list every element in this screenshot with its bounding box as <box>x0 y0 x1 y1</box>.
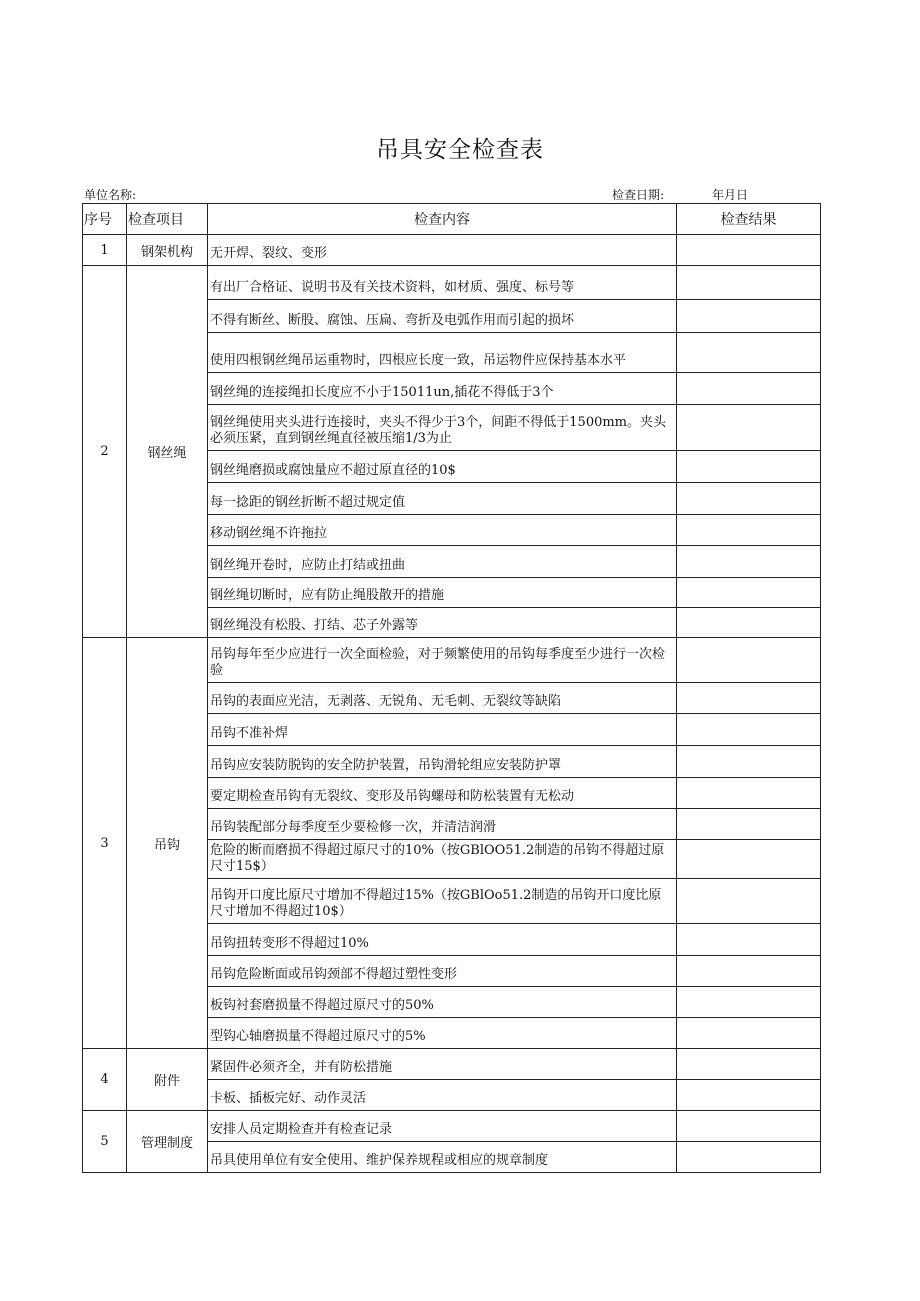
result-cell[interactable] <box>677 546 821 578</box>
group-name: 钢丝绳 <box>127 266 208 638</box>
header-no: 序号 <box>83 204 127 235</box>
result-cell[interactable] <box>677 266 821 300</box>
group-number: 1 <box>83 235 127 266</box>
result-cell[interactable] <box>677 809 821 840</box>
check-item: 吊钩的表面应光洁，无剥落、无锐角、无毛刺、无裂纹等缺陷 <box>208 683 677 714</box>
header-item: 检查项目 <box>127 204 208 235</box>
check-item: 危险的断而磨损不得超过原尺寸的10%（按GBlOO51.2制造的吊钩不得超过原尺寸15$） <box>208 840 677 879</box>
check-item: 有出厂合格证、说明书及有关技术资料，如材质、强度、标号等 <box>208 266 677 300</box>
table-row <box>83 1049 821 1080</box>
check-item: 吊钩装配部分每季度至少要检修一次，并清洁润滑 <box>208 809 677 840</box>
result-cell[interactable] <box>677 451 821 483</box>
result-cell[interactable] <box>677 1142 821 1173</box>
check-item: 不得有断丝、断股、腐蚀、压扁、弯折及电弧作用而引起的损坏 <box>208 300 677 333</box>
group-number: 5 <box>83 1111 127 1173</box>
inspection-table <box>82 203 821 1173</box>
check-item: 每一捻距的钢丝折断不超过规定值 <box>208 483 677 515</box>
result-cell[interactable] <box>677 333 821 373</box>
result-cell[interactable] <box>677 778 821 809</box>
result-cell[interactable] <box>677 235 821 266</box>
result-cell[interactable] <box>677 515 821 546</box>
result-cell[interactable] <box>677 879 821 924</box>
check-item: 板钩衬套磨损量不得超过原尺寸的50% <box>208 987 677 1018</box>
group-name: 钢架机构 <box>127 235 208 266</box>
result-cell[interactable] <box>677 638 821 683</box>
check-item: 卡板、插板完好、动作灵活 <box>208 1080 677 1111</box>
check-item: 无开焊、裂纹、变形 <box>208 235 677 266</box>
result-cell[interactable] <box>677 683 821 714</box>
check-item: 紧固件必须齐全，并有防松措施 <box>208 1049 677 1080</box>
table-header-row <box>83 204 821 235</box>
group-name: 吊钩 <box>127 638 208 1049</box>
result-cell[interactable] <box>677 746 821 778</box>
result-cell[interactable] <box>677 1049 821 1080</box>
check-item: 钢丝绳切断时，应有防止绳股散开的措施 <box>208 578 677 608</box>
check-item: 安排人员定期检查并有检查记录 <box>208 1111 677 1142</box>
result-cell[interactable] <box>677 1111 821 1142</box>
check-item: 移动钢丝绳不许拖拉 <box>208 515 677 546</box>
check-item: 使用四根钢丝绳吊运重物时，四根应长度一致，吊运物件应保持基本水平 <box>208 333 677 373</box>
result-cell[interactable] <box>677 405 821 451</box>
table-row <box>83 1111 821 1142</box>
header-content: 检查内容 <box>208 204 677 235</box>
group-name: 附件 <box>127 1049 208 1111</box>
table-row <box>83 235 821 266</box>
result-cell[interactable] <box>677 483 821 515</box>
table-row <box>83 266 821 300</box>
check-item: 钢丝绳磨损或腐蚀量应不超过原直径的10$ <box>208 451 677 483</box>
check-item: 钢丝绳开卷时，应防止打结或扭曲 <box>208 546 677 578</box>
check-item: 吊具使用单位有安全使用、维护保养规程或相应的规章制度 <box>208 1142 677 1173</box>
inspection-date-label: 检查日期: <box>612 188 665 202</box>
header-result: 检查结果 <box>677 204 821 235</box>
result-cell[interactable] <box>677 608 821 638</box>
check-item: 吊钩扭转变形不得超过10% <box>208 924 677 956</box>
result-cell[interactable] <box>677 1018 821 1049</box>
check-item: 吊钩应安装防脱钩的安全防护装置，吊钩滑轮组应安装防护罩 <box>208 746 677 778</box>
check-item: 吊钩开口度比原尺寸增加不得超过15%（按GBlOo51.2制造的吊钩开口度比原尺寸增加不得超过10$） <box>208 879 677 924</box>
group-number: 2 <box>83 266 127 638</box>
result-cell[interactable] <box>677 300 821 333</box>
group-number: 4 <box>83 1049 127 1111</box>
check-item: 型钩心轴磨损量不得超过原尺寸的5% <box>208 1018 677 1049</box>
result-cell[interactable] <box>677 373 821 405</box>
check-item: 要定期检查吊钩有无裂纹、变形及吊钩螺母和防松装置有无松动 <box>208 778 677 809</box>
result-cell[interactable] <box>677 924 821 956</box>
check-item: 钢丝绳使用夹头进行连接时，夹头不得少于3个，间距不得低于1500mm。夹头必须压紧，直到钢丝绳直径被压缩1/3为止 <box>208 405 677 451</box>
result-cell[interactable] <box>677 987 821 1018</box>
group-number: 3 <box>83 638 127 1049</box>
check-item: 钢丝绳没有松股、打结、芯子外露等 <box>208 608 677 638</box>
result-cell[interactable] <box>677 714 821 746</box>
result-cell[interactable] <box>677 578 821 608</box>
inspection-date-value: 年月日 <box>712 188 749 202</box>
result-cell[interactable] <box>677 840 821 879</box>
check-item: 吊钩每年至少应进行一次全面检验，对于频繁使用的吊钩每季度至少进行一次检验 <box>208 638 677 683</box>
page-title: 吊具安全检查表 <box>376 137 544 163</box>
check-item: 吊钩不准补焊 <box>208 714 677 746</box>
check-item: 钢丝绳的连接绳扣长度应不小于15011un,插花不得低于3个 <box>208 373 677 405</box>
unit-name-label: 单位名称: <box>84 188 137 202</box>
check-item: 吊钩危险断面或吊钩颈部不得超过塑性变形 <box>208 956 677 987</box>
table-row <box>83 638 821 683</box>
result-cell[interactable] <box>677 1080 821 1111</box>
group-name: 管理制度 <box>127 1111 208 1173</box>
result-cell[interactable] <box>677 956 821 987</box>
